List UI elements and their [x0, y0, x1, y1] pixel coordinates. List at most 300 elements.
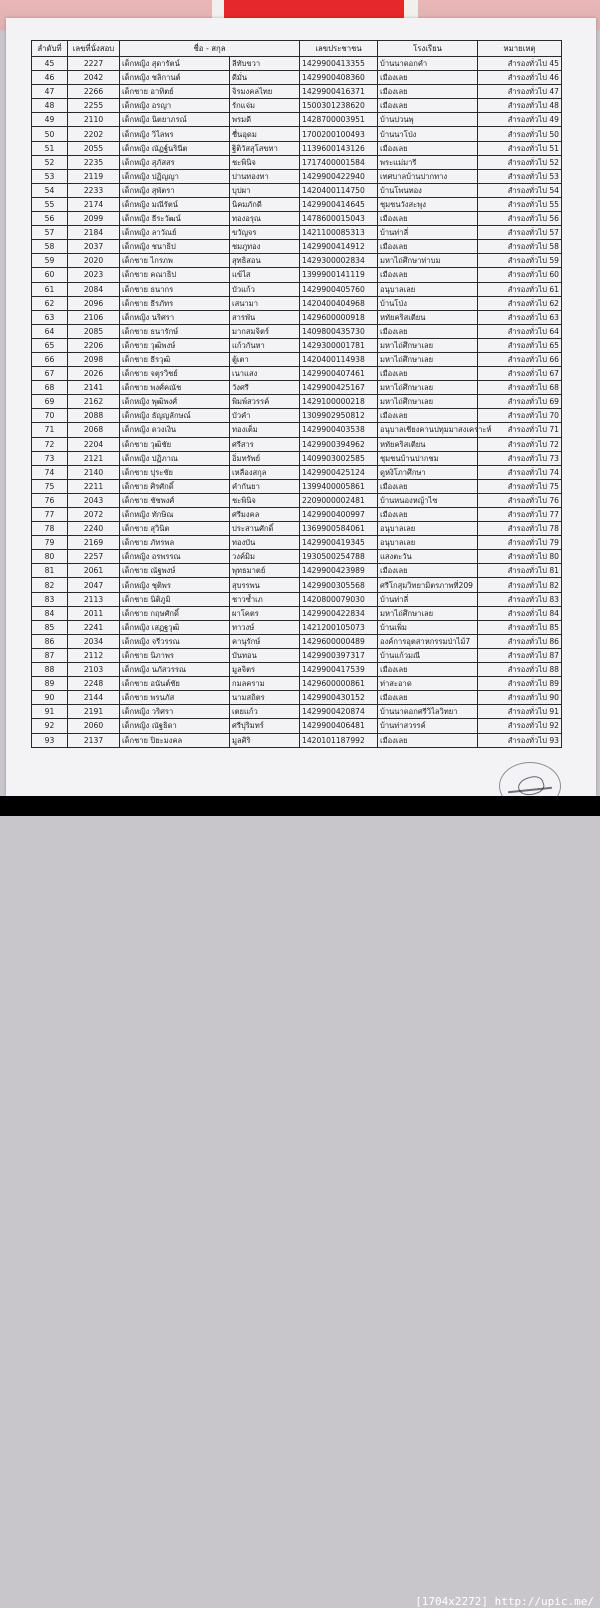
cell-order-no: 57	[32, 226, 68, 240]
cell-order-no: 90	[32, 691, 68, 705]
cell-last-name: คำกันยา	[230, 479, 300, 493]
cell-citizen-id: 1309902950812	[300, 409, 378, 423]
cell-last-name: พิมพ์สวรรค์	[230, 395, 300, 409]
cell-first-name: เด็กชาย วุฒิพงษ์	[120, 338, 230, 352]
cell-citizen-id: 1139600143126	[300, 141, 378, 155]
cell-citizen-id: 2209000002481	[300, 493, 378, 507]
cell-school: บ้านนาโป่ง	[378, 127, 478, 141]
cell-school: องค์การอุตสาหกรรมป่าไม้7	[378, 634, 478, 648]
cell-citizen-id: 1429900419345	[300, 536, 378, 550]
cell-order-no: 75	[32, 479, 68, 493]
cell-last-name: พุทธมาตย์	[230, 564, 300, 578]
cell-citizen-id: 1429900430152	[300, 691, 378, 705]
cell-note: สำรองทั่วไป 67	[478, 367, 562, 381]
cell-school: เมืองเลย	[378, 71, 478, 85]
cell-citizen-id: 1420400404968	[300, 296, 378, 310]
cell-seat-no: 2110	[68, 113, 120, 127]
cell-school: บ้านโป่ง	[378, 296, 478, 310]
cell-citizen-id: 1429900422834	[300, 606, 378, 620]
cell-note: สำรองทั่วไป 54	[478, 183, 562, 197]
cell-first-name: เด็กหญิง นภัสวรรณ	[120, 663, 230, 677]
cell-order-no: 66	[32, 352, 68, 366]
cell-note: สำรองทั่วไป 52	[478, 155, 562, 169]
cell-note: สำรองทั่วไป 57	[478, 226, 562, 240]
cell-school: มหาไถ่ศึกษาเลย	[378, 606, 478, 620]
cell-order-no: 86	[32, 634, 68, 648]
cell-seat-no: 2204	[68, 437, 120, 451]
cell-last-name: พรมดี	[230, 113, 300, 127]
cell-school: หทัยคริสเตียน	[378, 310, 478, 324]
header-school: โรงเรียน	[378, 41, 478, 57]
cell-order-no: 51	[32, 141, 68, 155]
cell-order-no: 68	[32, 381, 68, 395]
cell-order-no: 69	[32, 395, 68, 409]
table-row	[32, 663, 562, 677]
cell-order-no: 80	[32, 550, 68, 564]
cell-seat-no: 2211	[68, 479, 120, 493]
cell-last-name: มูลจิตร	[230, 663, 300, 677]
cell-note: สำรองทั่วไป 60	[478, 268, 562, 282]
cell-school: มหาไถ่ศึกษาเลย	[378, 395, 478, 409]
cell-first-name: เด็กชาย นิติภูมิ	[120, 592, 230, 606]
cell-order-no: 48	[32, 99, 68, 113]
cell-first-name: เด็กหญิง ลาวัณย์	[120, 226, 230, 240]
cell-note: สำรองทั่วไป 51	[478, 141, 562, 155]
cell-note: สำรองทั่วไป 92	[478, 719, 562, 733]
cell-first-name: เด็กชาย ธีรวุฒิ	[120, 352, 230, 366]
cell-school: เมืองเลย	[378, 85, 478, 99]
cell-note: สำรองทั่วไป 75	[478, 479, 562, 493]
cell-last-name: ลีทับขวา	[230, 57, 300, 71]
cell-seat-no: 2055	[68, 141, 120, 155]
cell-order-no: 65	[32, 338, 68, 352]
cell-seat-no: 2144	[68, 691, 120, 705]
cell-last-name: แข้ไส	[230, 268, 300, 282]
table-row	[32, 338, 562, 352]
table-row	[32, 536, 562, 550]
cell-school: เมืองเลย	[378, 479, 478, 493]
cell-school: หทัยคริสเตียน	[378, 437, 478, 451]
cell-citizen-id: 1429900413355	[300, 57, 378, 71]
cell-note: สำรองทั่วไป 50	[478, 127, 562, 141]
cell-seat-no: 2113	[68, 592, 120, 606]
table-row	[32, 113, 562, 127]
cell-school: เทศบาลบ้านปากทาง	[378, 169, 478, 183]
cell-school: เมืองเลย	[378, 691, 478, 705]
cell-citizen-id: 1700200100493	[300, 127, 378, 141]
cell-school: แสงตะวัน	[378, 550, 478, 564]
cell-first-name: เด็กหญิง วริศรา	[120, 705, 230, 719]
cell-citizen-id: 1429900416371	[300, 85, 378, 99]
watermark-text: [1704x2272] http://upic.me/	[415, 1595, 594, 1608]
cell-order-no: 85	[32, 620, 68, 634]
cell-order-no: 67	[32, 367, 68, 381]
table-row	[32, 296, 562, 310]
cell-school: อนุบาลเลย	[378, 282, 478, 296]
table-row	[32, 155, 562, 169]
cell-order-no: 77	[32, 508, 68, 522]
cell-seat-no: 2096	[68, 296, 120, 310]
cell-first-name: เด็กหญิง วิไลพร	[120, 127, 230, 141]
cell-first-name: เด็กหญิง ปฏิญญา	[120, 169, 230, 183]
cell-order-no: 55	[32, 197, 68, 211]
cell-first-name: เด็กหญิง นริศรา	[120, 310, 230, 324]
table-row	[32, 99, 562, 113]
cell-seat-no: 2047	[68, 578, 120, 592]
cell-first-name: เด็กชาย ธีรภัทร	[120, 296, 230, 310]
cell-school: เมืองเลย	[378, 99, 478, 113]
cell-order-no: 46	[32, 71, 68, 85]
cell-citizen-id: 1717400001584	[300, 155, 378, 169]
cell-note: สำรองทั่วไป 74	[478, 465, 562, 479]
table-row	[32, 85, 562, 99]
cell-school: บ้านแก้วมณี	[378, 648, 478, 662]
cell-seat-no: 2106	[68, 310, 120, 324]
table-row	[32, 620, 562, 634]
cell-note: สำรองทั่วไป 49	[478, 113, 562, 127]
cell-first-name: เด็กชาย ปุระชัย	[120, 465, 230, 479]
cell-last-name: ชาวซ้ำเภ	[230, 592, 300, 606]
table-row	[32, 719, 562, 733]
cell-first-name: เด็กชาย คณาธิป	[120, 268, 230, 282]
cell-note: สำรองทั่วไป 46	[478, 71, 562, 85]
cell-first-name: เด็กหญิง ณัฐธิดา	[120, 719, 230, 733]
cell-note: สำรองทั่วไป 58	[478, 240, 562, 254]
cell-note: สำรองทั่วไป 72	[478, 437, 562, 451]
watermark-bar	[0, 796, 600, 1608]
table-row	[32, 564, 562, 578]
cell-citizen-id: 1429900423989	[300, 564, 378, 578]
cell-citizen-id: 1429900305568	[300, 578, 378, 592]
cell-seat-no: 2169	[68, 536, 120, 550]
cell-seat-no: 2099	[68, 212, 120, 226]
cell-note: สำรองทั่วไป 45	[478, 57, 562, 71]
cell-citizen-id: 1399400005861	[300, 479, 378, 493]
cell-order-no: 64	[32, 324, 68, 338]
cell-first-name: เด็กหญิง เสฏฐวุฒิ	[120, 620, 230, 634]
table-row	[32, 677, 562, 691]
cell-last-name: แก้วกันหา	[230, 338, 300, 352]
cell-citizen-id: 1500301238620	[300, 99, 378, 113]
cell-note: สำรองทั่วไป 53	[478, 169, 562, 183]
cell-last-name: ศรีปุริมทร์	[230, 719, 300, 733]
cell-citizen-id: 1429900414912	[300, 240, 378, 254]
cell-note: สำรองทั่วไป 70	[478, 409, 562, 423]
cell-order-no: 59	[32, 254, 68, 268]
table-row	[32, 550, 562, 564]
cell-note: สำรองทั่วไป 77	[478, 508, 562, 522]
cell-school: บ้านนาดอกคำ	[378, 57, 478, 71]
cell-seat-no: 2023	[68, 268, 120, 282]
cell-last-name: อิ่มทรัพย์	[230, 451, 300, 465]
cell-school: เมืองเลย	[378, 367, 478, 381]
cell-school: ชุมชนบ้านปากชม	[378, 451, 478, 465]
cell-last-name: กมลคราม	[230, 677, 300, 691]
cell-school: เมืองเลย	[378, 663, 478, 677]
cell-order-no: 76	[32, 493, 68, 507]
cell-last-name: เสนามา	[230, 296, 300, 310]
cell-last-name: เหลืองสกุล	[230, 465, 300, 479]
cell-first-name: เด็กหญิง สุภัสสร	[120, 155, 230, 169]
cell-seat-no: 2037	[68, 240, 120, 254]
cell-school: ดูหงิโภาศึกษา	[378, 465, 478, 479]
cell-citizen-id: 1420101187992	[300, 733, 378, 747]
cell-first-name: เด็กหญิง ธีระวัฒน์	[120, 212, 230, 226]
cell-citizen-id: 1421200105073	[300, 620, 378, 634]
table-row	[32, 352, 562, 366]
cell-first-name: เด็กชาย พรนภัส	[120, 691, 230, 705]
cell-last-name: ศรีมงคล	[230, 508, 300, 522]
cell-school: ท่าสะอาด	[378, 677, 478, 691]
cell-order-no: 70	[32, 409, 68, 423]
cell-school: บ้านปวนพุ	[378, 113, 478, 127]
cell-note: สำรองทั่วไป 78	[478, 522, 562, 536]
cell-order-no: 78	[32, 522, 68, 536]
cell-note: สำรองทั่วไป 88	[478, 663, 562, 677]
table-row	[32, 141, 562, 155]
cell-last-name: ตู้เตา	[230, 352, 300, 366]
cell-note: สำรองทั่วไป 66	[478, 352, 562, 366]
cell-citizen-id: 1429900403538	[300, 423, 378, 437]
cell-first-name: เด็กหญิง ปฏิภาณ	[120, 451, 230, 465]
cell-note: สำรองทั่วไป 48	[478, 99, 562, 113]
cell-note: สำรองทั่วไป 83	[478, 592, 562, 606]
cell-first-name: เด็กชาย ภัทรพล	[120, 536, 230, 550]
cell-order-no: 60	[32, 268, 68, 282]
cell-note: สำรองทั่วไป 71	[478, 423, 562, 437]
cell-last-name: ศรีสาร	[230, 437, 300, 451]
cell-order-no: 74	[32, 465, 68, 479]
cell-note: สำรองทั่วไป 79	[478, 536, 562, 550]
cell-first-name: เด็กชาย ชัชพงศ์	[120, 493, 230, 507]
cell-last-name: รักแจ่ม	[230, 99, 300, 113]
table-row	[32, 197, 562, 211]
table-row	[32, 240, 562, 254]
red-label-card	[224, 0, 404, 18]
cell-first-name: เด็กชาย สุวินิต	[120, 522, 230, 536]
cell-citizen-id: 1428700003951	[300, 113, 378, 127]
table-row	[32, 437, 562, 451]
cell-order-no: 72	[32, 437, 68, 451]
cell-first-name: เด็กชาย ศิรศักดิ์	[120, 479, 230, 493]
cell-school: มหาไถ่ศึกษาเลย	[378, 352, 478, 366]
cell-last-name: ชื่นอุดม	[230, 127, 300, 141]
table-row	[32, 479, 562, 493]
cell-order-no: 73	[32, 451, 68, 465]
table-row	[32, 451, 562, 465]
cell-note: สำรองทั่วไป 61	[478, 282, 562, 296]
table-row	[32, 578, 562, 592]
cell-school: ศรีโกสุมวิทยามิตรภาพที่209	[378, 578, 478, 592]
cell-note: สำรองทั่วไป 59	[478, 254, 562, 268]
cell-order-no: 45	[32, 57, 68, 71]
cell-citizen-id: 1429900420874	[300, 705, 378, 719]
cell-order-no: 79	[32, 536, 68, 550]
cell-seat-no: 2235	[68, 155, 120, 169]
cell-last-name: ชะพินิจ	[230, 493, 300, 507]
cell-seat-no: 2060	[68, 719, 120, 733]
table-row	[32, 508, 562, 522]
cell-last-name: มากสมจิตร์	[230, 324, 300, 338]
table-row	[32, 423, 562, 437]
cell-order-no: 83	[32, 592, 68, 606]
cell-seat-no: 2042	[68, 71, 120, 85]
header-citizen-id: เลขประชาชน	[300, 41, 378, 57]
cell-first-name: เด็กชาย ณัฐพงษ์	[120, 564, 230, 578]
cell-note: สำรองทั่วไป 73	[478, 451, 562, 465]
table-row	[32, 606, 562, 620]
table-row	[32, 592, 562, 606]
cell-last-name: เนาแสง	[230, 367, 300, 381]
cell-note: สำรองทั่วไป 90	[478, 691, 562, 705]
cell-school: มหาไถ่ศึกษาเลย	[378, 381, 478, 395]
cell-order-no: 47	[32, 85, 68, 99]
cell-order-no: 62	[32, 296, 68, 310]
cell-school: เมืองเลย	[378, 268, 478, 282]
cell-citizen-id: 1429900425124	[300, 465, 378, 479]
cell-note: สำรองทั่วไป 65	[478, 338, 562, 352]
cell-seat-no: 2162	[68, 395, 120, 409]
cell-school: บ้านโพนทอง	[378, 183, 478, 197]
cell-note: สำรองทั่วไป 87	[478, 648, 562, 662]
cell-seat-no: 2020	[68, 254, 120, 268]
cell-last-name: นามสถิตร	[230, 691, 300, 705]
cell-first-name: เด็กหญิง มณีรัตน์	[120, 197, 230, 211]
cell-order-no: 84	[32, 606, 68, 620]
table-row	[32, 691, 562, 705]
cell-school: บ้านเพิ่ม	[378, 620, 478, 634]
student-roster-table	[31, 40, 562, 748]
cell-citizen-id: 1429900397317	[300, 648, 378, 662]
cell-first-name: เด็กชาย ไกรภพ	[120, 254, 230, 268]
cell-order-no: 89	[32, 677, 68, 691]
cell-first-name: เด็กหญิง สุดารัตน์	[120, 57, 230, 71]
cell-school: มหาไถ่ศึกษาท่าบม	[378, 254, 478, 268]
cell-citizen-id: 1369900584061	[300, 522, 378, 536]
table-row	[32, 226, 562, 240]
cell-seat-no: 2241	[68, 620, 120, 634]
cell-first-name: เด็กหญิง ชุติพร	[120, 578, 230, 592]
cell-first-name: เด็กหญิง จรีวรรณ	[120, 634, 230, 648]
cell-order-no: 81	[32, 564, 68, 578]
cell-citizen-id: 1420400114938	[300, 352, 378, 366]
cell-last-name: สุทธิสอน	[230, 254, 300, 268]
cell-seat-no: 2068	[68, 423, 120, 437]
cell-note: สำรองทั่วไป 76	[478, 493, 562, 507]
table-row	[32, 324, 562, 338]
cell-seat-no: 2233	[68, 183, 120, 197]
table-row	[32, 367, 562, 381]
cell-citizen-id: 1930500254788	[300, 550, 378, 564]
cell-first-name: เด็กชาย ปิยะมงคล	[120, 733, 230, 747]
cell-order-no: 71	[32, 423, 68, 437]
table-row	[32, 381, 562, 395]
cell-citizen-id: 1420400114750	[300, 183, 378, 197]
table-row	[32, 282, 562, 296]
header-note: หมายเหตุ	[478, 41, 562, 57]
cell-order-no: 61	[32, 282, 68, 296]
cell-citizen-id: 1429900407461	[300, 367, 378, 381]
cell-first-name: เด็กหญิง อรพรรณ	[120, 550, 230, 564]
cell-order-no: 88	[32, 663, 68, 677]
cell-note: สำรองทั่วไป 55	[478, 197, 562, 211]
cell-last-name: วงค์มิม	[230, 550, 300, 564]
cell-school: บ้านท่าสวรรค์	[378, 719, 478, 733]
roster-body	[32, 57, 562, 748]
cell-citizen-id: 1478600015043	[300, 212, 378, 226]
cell-citizen-id: 1429900405760	[300, 282, 378, 296]
cell-note: สำรองทั่วไป 91	[478, 705, 562, 719]
cell-seat-no: 2011	[68, 606, 120, 620]
cell-order-no: 82	[32, 578, 68, 592]
cell-seat-no: 2088	[68, 409, 120, 423]
cell-school: พระแม่มารี	[378, 155, 478, 169]
table-row	[32, 310, 562, 324]
cell-order-no: 54	[32, 183, 68, 197]
cell-school: บ้านท่าลี่	[378, 592, 478, 606]
cell-last-name: ประสานศักดิ์	[230, 522, 300, 536]
table-row	[32, 634, 562, 648]
cell-first-name: เด็กชาย ธนากร	[120, 282, 230, 296]
cell-last-name: บุปผา	[230, 183, 300, 197]
cell-seat-no: 2103	[68, 663, 120, 677]
cell-note: สำรองทั่วไป 85	[478, 620, 562, 634]
table-header-row	[32, 41, 562, 57]
cell-seat-no: 2085	[68, 324, 120, 338]
cell-seat-no: 2112	[68, 648, 120, 662]
header-order-no: ลำดับที่	[32, 41, 68, 57]
cell-school: บ้านนาดอกศรีวิไลวิทยา	[378, 705, 478, 719]
cell-citizen-id: 1420800079030	[300, 592, 378, 606]
cell-citizen-id: 1429900425167	[300, 381, 378, 395]
cell-last-name: ทองอรุณ	[230, 212, 300, 226]
cell-last-name: สารพัน	[230, 310, 300, 324]
cell-school: บ้านหนองหญ้าไซ	[378, 493, 478, 507]
cell-seat-no: 2240	[68, 522, 120, 536]
cell-first-name: เด็กหญิง ชลิกานต์	[120, 71, 230, 85]
header-seat-no: เลขที่นั่งสอบ	[68, 41, 120, 57]
cell-last-name: บันทอน	[230, 648, 300, 662]
cell-school: เมืองเลย	[378, 733, 478, 747]
cell-seat-no: 2119	[68, 169, 120, 183]
cell-note: สำรองทั่วไป 47	[478, 85, 562, 99]
cell-seat-no: 2084	[68, 282, 120, 296]
cell-citizen-id: 1409903002585	[300, 451, 378, 465]
cell-order-no: 53	[32, 169, 68, 183]
cell-school: เมืองเลย	[378, 508, 478, 522]
cell-school: เมืองเลย	[378, 564, 478, 578]
cell-last-name: มูลศิริ	[230, 733, 300, 747]
cell-last-name: คานุรักษ์	[230, 634, 300, 648]
cell-citizen-id: 1399900141119	[300, 268, 378, 282]
cell-first-name: เด็กหญิง ทักษิณ	[120, 508, 230, 522]
table-row	[32, 493, 562, 507]
cell-note: สำรองทั่วไป 86	[478, 634, 562, 648]
cell-citizen-id: 1429900406481	[300, 719, 378, 733]
cell-citizen-id: 1429600000861	[300, 677, 378, 691]
cell-school: อนุบาลเชียงคานปทุมมาสงเคราะห์	[378, 423, 478, 437]
cell-seat-no: 2061	[68, 564, 120, 578]
table-row	[32, 71, 562, 85]
cell-school: บ้านท่าลี่	[378, 226, 478, 240]
cell-seat-no: 2026	[68, 367, 120, 381]
cell-school: อนุบาลเลย	[378, 536, 478, 550]
cell-order-no: 63	[32, 310, 68, 324]
cell-last-name: จิรมงคลไทย	[230, 85, 300, 99]
cell-first-name: เด็กหญิง พุฒิพงศ์	[120, 395, 230, 409]
cell-seat-no: 2266	[68, 85, 120, 99]
cell-note: สำรองทั่วไป 80	[478, 550, 562, 564]
